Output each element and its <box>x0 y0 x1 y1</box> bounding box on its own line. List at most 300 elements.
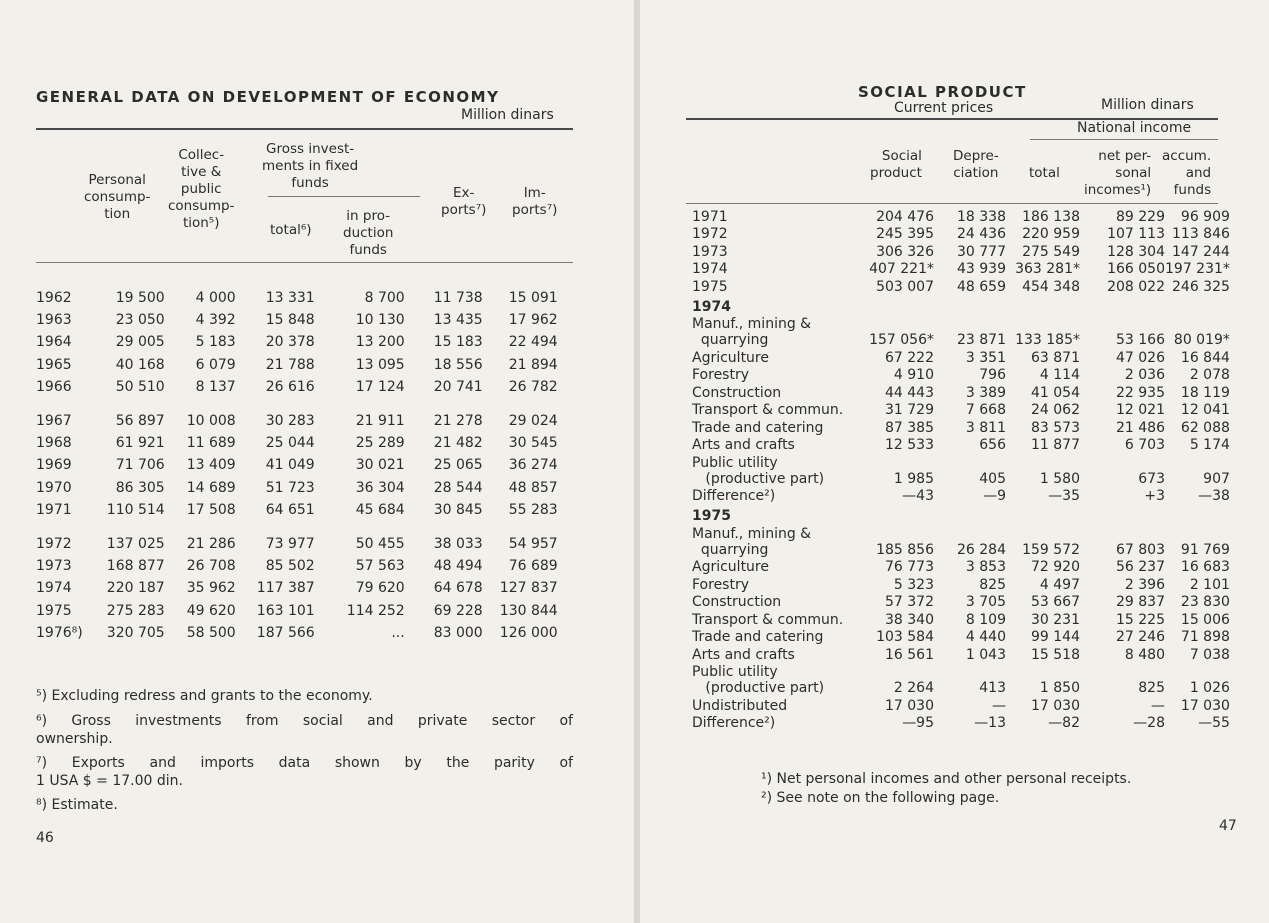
value-cell: 85 502 <box>265 558 315 575</box>
value-cell: 53 166 <box>1116 332 1165 348</box>
value-cell: 26 284 <box>957 541 1006 558</box>
value-cell: 25 289 <box>355 435 405 452</box>
value-cell: 157 056* <box>869 332 934 348</box>
value-cell: 6 079 <box>195 356 236 373</box>
header-ni-total: total <box>1029 165 1060 181</box>
year-cell: 1972 <box>36 535 72 552</box>
value-cell: 413 <box>979 680 1006 696</box>
value-cell: 3 853 <box>965 559 1006 575</box>
value-cell: 15 848 <box>265 312 315 329</box>
value-cell: 55 283 <box>508 501 558 518</box>
value-cell: 3 351 <box>965 349 1006 366</box>
row-label: 1975 <box>692 278 728 295</box>
value-cell: 22 494 <box>508 334 558 351</box>
value-cell: 89 229 <box>1116 208 1165 225</box>
value-cell: 133 185* <box>1015 332 1080 348</box>
value-cell: 21 911 <box>355 413 405 430</box>
value-cell: 44 443 <box>885 384 934 401</box>
value-cell: 30 231 <box>1031 611 1080 628</box>
value-cell: 11 877 <box>1031 437 1080 453</box>
row-label: Undistributed <box>692 697 788 714</box>
section-heading-row <box>692 295 1230 315</box>
header-social-product: Social product <box>870 148 922 181</box>
value-cell: 64 651 <box>265 501 315 518</box>
footnote-2: ²) See note on the following page. <box>761 790 1000 806</box>
value-cell: 49 620 <box>186 602 236 619</box>
table-row <box>36 577 558 599</box>
value-cell: — <box>1151 697 1165 714</box>
value-cell: 110 514 <box>106 501 165 518</box>
value-cell: 1 580 <box>1039 470 1080 487</box>
value-cell: —95 <box>902 715 934 731</box>
value-cell: 50 455 <box>355 535 405 552</box>
value-cell: 13 331 <box>265 290 315 307</box>
section-year: 1974 <box>692 298 731 315</box>
value-cell: 13 200 <box>355 334 405 351</box>
value-cell: 3 705 <box>965 594 1006 610</box>
value-cell: 29 024 <box>508 413 558 430</box>
value-cell: 13 095 <box>355 356 405 373</box>
value-cell: 5 183 <box>195 334 236 351</box>
value-cell: 673 <box>1138 470 1165 487</box>
value-cell: 38 340 <box>885 611 934 628</box>
table-row <box>692 696 1230 714</box>
value-cell: 8 480 <box>1124 646 1165 663</box>
footnote-7-line1: ⁷) Exports and imports data shown by the parity of <box>36 755 573 771</box>
value-cell: 6 703 <box>1124 437 1165 453</box>
value-cell: 113 846 <box>1172 226 1230 242</box>
value-cell: 2 078 <box>1189 367 1230 383</box>
value-cell: 208 022 <box>1107 278 1165 295</box>
table-row <box>692 383 1230 401</box>
value-cell: 45 684 <box>355 501 405 518</box>
header-collective-consumption: Collec- tive & public consump- tion⁵) <box>168 147 235 231</box>
section-heading-row <box>692 504 1230 524</box>
value-cell: ... <box>391 624 405 641</box>
value-cell: 306 326 <box>876 243 934 260</box>
value-cell: 53 667 <box>1031 594 1080 610</box>
value-cell: —9 <box>983 488 1006 504</box>
value-cell: 58 500 <box>186 624 236 641</box>
value-cell: 17 030 <box>1031 697 1080 714</box>
row-label: 1972 <box>692 226 728 242</box>
footnote-8: ⁸) Estimate. <box>36 797 118 813</box>
value-cell: 15 006 <box>1180 611 1230 628</box>
value-cell: 127 837 <box>499 580 558 597</box>
year-cell: 1976⁸) <box>36 624 83 641</box>
value-cell: 12 041 <box>1180 402 1230 418</box>
footnote-1: ¹) Net personal incomes and other personal receipts. <box>761 771 1132 787</box>
value-cell: 1 026 <box>1189 680 1230 696</box>
value-cell: 25 065 <box>433 457 483 474</box>
value-cell: 91 769 <box>1180 541 1230 558</box>
table-row <box>692 260 1230 278</box>
table-row <box>692 453 1230 487</box>
value-cell: 220 959 <box>1022 226 1080 242</box>
header-gross-investments: Gross invest- ments in fixed funds <box>262 141 359 191</box>
year-cell: 1967 <box>36 413 72 430</box>
table-row <box>36 432 558 454</box>
value-cell: 656 <box>979 437 1006 453</box>
year-cell: 1966 <box>36 378 72 395</box>
table-row <box>692 663 1230 697</box>
table-row <box>692 277 1230 295</box>
value-cell: 8 109 <box>965 611 1006 628</box>
gross-investments-rule <box>268 196 420 197</box>
year-cell: 1964 <box>36 334 72 351</box>
value-cell: 204 476 <box>876 208 934 225</box>
table-row <box>692 610 1230 628</box>
table-row <box>692 593 1230 611</box>
value-cell: —35 <box>1048 488 1080 504</box>
value-cell: 24 436 <box>957 226 1006 242</box>
header-gross-total: total⁶) <box>270 222 312 238</box>
row-label: Public utility (productive part) <box>692 664 825 696</box>
value-cell: 62 088 <box>1180 419 1230 436</box>
value-cell: 48 494 <box>433 558 483 575</box>
row-label: Construction <box>692 384 782 401</box>
value-cell: 76 689 <box>508 558 558 575</box>
value-cell: 57 563 <box>355 558 405 575</box>
value-cell: 15 225 <box>1116 611 1165 628</box>
table-row <box>692 628 1230 646</box>
table-row <box>692 207 1230 225</box>
value-cell: 12 533 <box>885 437 934 453</box>
value-cell: 54 957 <box>508 535 558 552</box>
value-cell: 29 837 <box>1116 594 1165 610</box>
value-cell: 35 962 <box>186 580 236 597</box>
footnote-6-line1: ⁶) Gross investments from social and private sector of <box>36 713 573 729</box>
value-cell: 56 237 <box>1116 559 1165 575</box>
value-cell: 76 773 <box>885 559 934 575</box>
footnote-6-line2: ownership. <box>36 731 113 747</box>
value-cell: 24 062 <box>1031 402 1080 418</box>
row-label: Forestry <box>692 367 750 383</box>
value-cell: 17 030 <box>1180 697 1230 714</box>
year-cell: 1968 <box>36 435 72 452</box>
header-top-rule <box>36 128 573 130</box>
table-row <box>692 487 1230 505</box>
value-cell: 28 544 <box>433 479 483 496</box>
value-cell: 20 741 <box>433 378 483 395</box>
value-cell: 26 782 <box>508 378 558 395</box>
value-cell: 72 920 <box>1031 559 1080 575</box>
value-cell: 16 561 <box>885 646 934 663</box>
value-cell: 5 323 <box>893 576 934 593</box>
value-cell: — <box>992 697 1006 714</box>
table-row <box>36 287 558 309</box>
row-label: Arts and crafts <box>692 437 795 453</box>
social-product-table <box>692 207 1230 731</box>
header-net-personal-incomes: net per- sonal incomes¹) <box>1084 148 1152 198</box>
value-cell: 47 026 <box>1116 349 1165 366</box>
value-cell: 21 482 <box>433 435 483 452</box>
table-row <box>36 331 558 353</box>
value-cell: 2 101 <box>1189 576 1230 593</box>
value-cell: 71 706 <box>115 457 165 474</box>
value-cell: 275 549 <box>1022 243 1080 260</box>
value-cell: 8 700 <box>364 290 405 307</box>
value-cell: —55 <box>1198 715 1230 731</box>
value-cell: 67 803 <box>1116 541 1165 558</box>
table-row <box>36 499 558 521</box>
value-cell: 137 025 <box>106 535 165 552</box>
value-cell: 57 372 <box>885 594 934 610</box>
value-cell: 4 440 <box>965 629 1006 645</box>
value-cell: 15 518 <box>1031 646 1080 663</box>
value-cell: 147 244 <box>1172 243 1230 260</box>
table-row <box>36 622 558 644</box>
value-cell: 36 304 <box>355 479 405 496</box>
table-row <box>692 315 1230 349</box>
header-depreciation: Depre- ciation <box>953 148 999 181</box>
value-cell: 18 119 <box>1180 384 1230 401</box>
table-row <box>692 575 1230 593</box>
value-cell: 363 281* <box>1015 261 1080 277</box>
value-cell: 22 935 <box>1116 384 1165 401</box>
row-label: Transport & commun. <box>692 402 844 418</box>
value-cell: 163 101 <box>256 602 315 619</box>
year-cell: 1965 <box>36 356 72 373</box>
value-cell: 13 409 <box>186 457 236 474</box>
page-number-left: 46 <box>36 830 54 846</box>
value-cell: 21 286 <box>186 535 236 552</box>
footnote-5: ⁵) Excluding redress and grants to the economy. <box>36 688 373 704</box>
value-cell: 126 000 <box>499 624 558 641</box>
value-cell: 79 620 <box>355 580 405 597</box>
right-subtitle: Current prices <box>894 100 994 116</box>
value-cell: 83 000 <box>433 624 483 641</box>
row-label: 1973 <box>692 243 728 260</box>
value-cell: 71 898 <box>1180 629 1230 645</box>
value-cell: 128 304 <box>1107 243 1165 260</box>
section-year: 1975 <box>692 508 731 524</box>
value-cell: 21 278 <box>433 413 483 430</box>
value-cell: 26 708 <box>186 558 236 575</box>
right-page-title: SOCIAL PRODUCT <box>858 83 1027 101</box>
value-cell: 50 510 <box>115 378 165 395</box>
value-cell: 21 788 <box>265 356 315 373</box>
row-label: 1974 <box>692 261 728 277</box>
table-row <box>36 477 558 499</box>
national-income-label: National income <box>1077 120 1192 136</box>
value-cell: —43 <box>902 488 934 504</box>
value-cell: 31 729 <box>885 402 934 418</box>
table-row <box>692 645 1230 663</box>
table-row <box>692 225 1230 243</box>
value-cell: 18 556 <box>433 356 483 373</box>
table-row <box>692 401 1230 419</box>
year-cell: 1962 <box>36 290 72 307</box>
table-row <box>36 309 558 331</box>
table-row <box>692 242 1230 260</box>
value-cell: 7 038 <box>1189 646 1230 663</box>
left-page <box>0 0 634 923</box>
value-cell: 825 <box>1138 680 1165 696</box>
year-cell: 1974 <box>36 580 72 597</box>
row-label: Agriculture <box>692 349 769 366</box>
value-cell: 7 668 <box>965 402 1006 418</box>
value-cell: 107 113 <box>1107 226 1165 242</box>
value-cell: 69 228 <box>433 602 483 619</box>
year-cell: 1969 <box>36 457 72 474</box>
value-cell: —13 <box>974 715 1006 731</box>
value-cell: 87 385 <box>885 419 934 436</box>
value-cell: 29 005 <box>115 334 165 351</box>
table-row <box>36 555 558 577</box>
value-cell: 13 435 <box>433 312 483 329</box>
row-label: Transport & commun. <box>692 611 844 628</box>
left-page-title: GENERAL DATA ON DEVELOPMENT OF ECONOMY <box>36 88 500 106</box>
value-cell: 1 043 <box>965 646 1006 663</box>
value-cell: 907 <box>1203 470 1230 487</box>
value-cell: 454 348 <box>1022 278 1080 295</box>
value-cell: 17 030 <box>885 697 934 714</box>
value-cell: 12 021 <box>1116 402 1165 418</box>
left-unit-label: Million dinars <box>461 107 554 123</box>
value-cell: 117 387 <box>256 580 315 597</box>
value-cell: 130 844 <box>499 602 558 619</box>
economy-data-table <box>36 287 558 644</box>
value-cell: 86 305 <box>115 479 165 496</box>
value-cell: 1 850 <box>1039 680 1080 696</box>
table-row <box>36 521 558 555</box>
value-cell: 56 897 <box>115 413 165 430</box>
value-cell: 20 378 <box>265 334 315 351</box>
table-row <box>692 418 1230 436</box>
value-cell: 1 985 <box>893 470 934 487</box>
value-cell: 4 497 <box>1039 576 1080 593</box>
value-cell: 275 283 <box>106 602 165 619</box>
value-cell: 4 114 <box>1039 367 1080 383</box>
value-cell: 30 845 <box>433 501 483 518</box>
value-cell: 407 221* <box>869 261 934 277</box>
table-row <box>692 436 1230 454</box>
table-row <box>36 599 558 621</box>
value-cell: 63 871 <box>1031 349 1080 366</box>
row-label: Manuf., mining & quarrying <box>692 316 812 348</box>
value-cell: 27 246 <box>1116 629 1165 645</box>
value-cell: 320 705 <box>106 624 165 641</box>
value-cell: 23 871 <box>957 332 1006 348</box>
table-row <box>36 376 558 398</box>
value-cell: 220 187 <box>106 580 165 597</box>
value-cell: 83 573 <box>1031 419 1080 436</box>
value-cell: 38 033 <box>433 535 483 552</box>
value-cell: 26 616 <box>265 378 315 395</box>
value-cell: 40 168 <box>115 356 165 373</box>
value-cell: 2 396 <box>1124 576 1165 593</box>
value-cell: 99 144 <box>1031 629 1080 645</box>
value-cell: 245 395 <box>876 226 934 242</box>
table-row <box>36 454 558 476</box>
value-cell: 17 508 <box>186 501 236 518</box>
value-cell: 4 910 <box>893 367 934 383</box>
value-cell: 246 325 <box>1172 278 1230 295</box>
row-label: Trade and catering <box>692 419 824 436</box>
value-cell: 61 921 <box>115 435 165 452</box>
value-cell: 825 <box>979 576 1006 593</box>
header-imports: Im- ports⁷) <box>512 185 558 218</box>
value-cell: 17 962 <box>508 312 558 329</box>
value-cell: 185 856 <box>876 541 934 558</box>
value-cell: 21 486 <box>1116 419 1165 436</box>
header-in-production-funds: in pro- duction funds <box>343 208 394 258</box>
header-exports: Ex- ports⁷) <box>441 185 487 218</box>
value-cell: +3 <box>1144 488 1165 504</box>
value-cell: 30 021 <box>355 457 405 474</box>
value-cell: 48 659 <box>957 278 1006 295</box>
row-label: 1971 <box>692 208 728 225</box>
value-cell: 3 389 <box>965 384 1006 401</box>
value-cell: 4 000 <box>195 290 236 307</box>
table-row <box>692 558 1230 576</box>
value-cell: 503 007 <box>876 278 934 295</box>
row-label: Difference²) <box>692 488 776 504</box>
value-cell: 30 283 <box>265 413 315 430</box>
value-cell: 80 019* <box>1173 332 1230 348</box>
value-cell: 3 811 <box>965 419 1006 436</box>
value-cell: 23 050 <box>115 312 165 329</box>
row-label: Arts and crafts <box>692 646 795 663</box>
value-cell: 64 678 <box>433 580 483 597</box>
row-label: Difference²) <box>692 715 776 731</box>
table-row <box>692 348 1230 366</box>
table-row <box>692 366 1230 384</box>
value-cell: 73 977 <box>265 535 315 552</box>
value-cell: 796 <box>979 367 1006 383</box>
table-row <box>36 398 558 432</box>
value-cell: 8 137 <box>195 378 236 395</box>
value-cell: 67 222 <box>885 349 934 366</box>
value-cell: 11 689 <box>186 435 236 452</box>
value-cell: 10 130 <box>355 312 405 329</box>
value-cell: 17 124 <box>355 378 405 395</box>
value-cell: 159 572 <box>1022 541 1080 558</box>
value-cell: 2 036 <box>1124 367 1165 383</box>
value-cell: 11 738 <box>433 290 483 307</box>
year-cell: 1971 <box>36 501 72 518</box>
row-label: Forestry <box>692 576 750 593</box>
row-label: Trade and catering <box>692 629 824 645</box>
value-cell: 43 939 <box>957 261 1006 277</box>
value-cell: 36 274 <box>508 457 558 474</box>
value-cell: 30 777 <box>957 243 1006 260</box>
value-cell: 23 830 <box>1180 594 1230 610</box>
year-cell: 1973 <box>36 558 72 575</box>
row-label: Public utility (productive part) <box>692 454 825 487</box>
year-cell: 1963 <box>36 312 72 329</box>
value-cell: 51 723 <box>265 479 315 496</box>
value-cell: 197 231* <box>1165 261 1230 277</box>
right-unit-label: Million dinars <box>1101 97 1194 113</box>
header-personal-consumption: Personal consump- tion <box>84 172 151 222</box>
row-label: Manuf., mining & quarrying <box>692 525 812 558</box>
value-cell: 21 894 <box>508 356 558 373</box>
value-cell: 14 689 <box>186 479 236 496</box>
value-cell: 186 138 <box>1022 208 1080 225</box>
value-cell: 114 252 <box>346 602 405 619</box>
header-accumulation-funds: accum. and funds <box>1162 148 1212 198</box>
footnote-7-line2: 1 USA $ = 17.00 din. <box>36 773 183 789</box>
value-cell: 103 584 <box>876 629 934 645</box>
table-row <box>36 354 558 376</box>
value-cell: 16 844 <box>1180 349 1230 366</box>
year-cell: 1970 <box>36 479 72 496</box>
value-cell: 16 683 <box>1180 559 1230 575</box>
right-header-bottom-rule <box>686 203 1218 204</box>
value-cell: —82 <box>1048 715 1080 731</box>
